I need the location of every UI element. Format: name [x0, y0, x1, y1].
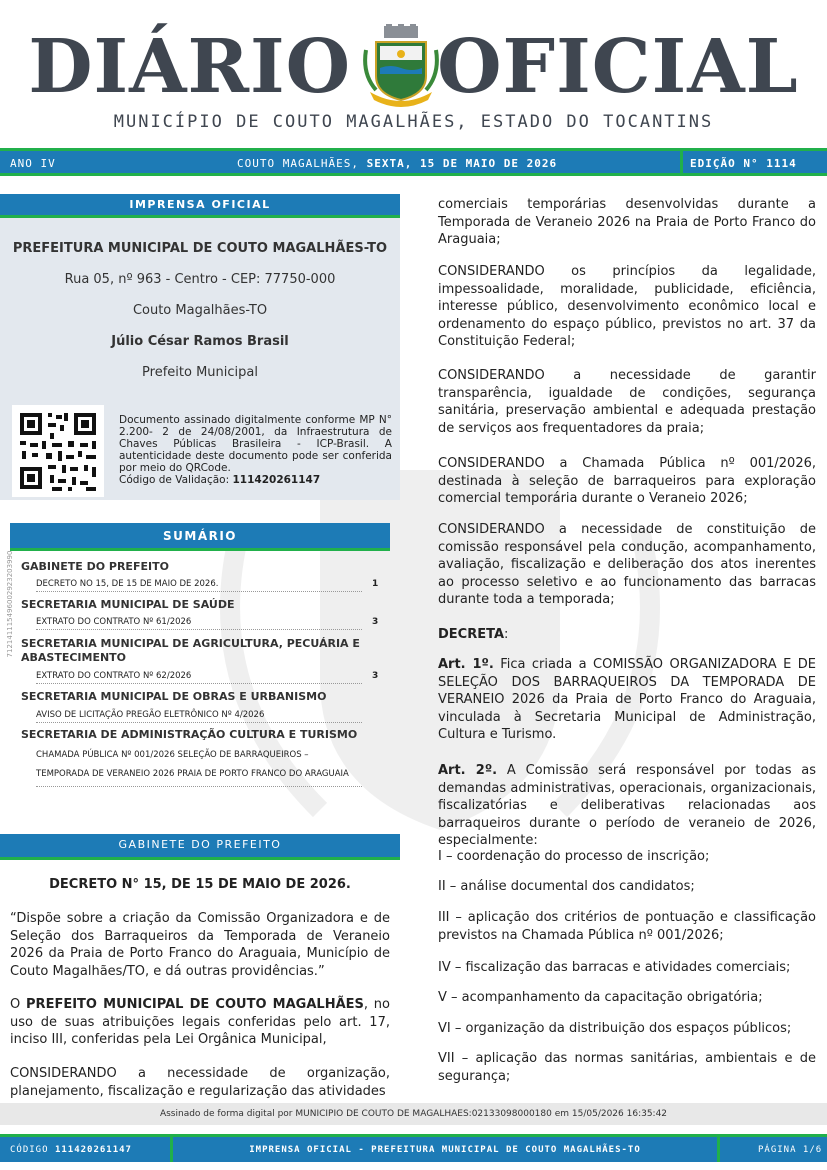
article-1: Art. 1º. Fica criada a COMISSÃO ORGANIZADORA E DE SELEÇÃO DOS BARRAQUEIROS DA TEMPORADA DE VERANEIO 2026 da Praia de Porto Franco do Araguaia, vinculada à Secretaria Municipal de Administração, Cultura e Turismo. — [438, 657, 817, 742]
sumario-page: 3 — [372, 617, 379, 627]
sumario-section-obras[interactable]: SECRETARIA MUNICIPAL DE OBRAS E URBANISMO — [21, 690, 327, 703]
article-2-item: V – acompanhamento da capacitação obrigatória; — [438, 990, 763, 1005]
org-address: Rua 05, nº 963 - Centro - CEP: 77750-000 — [64, 272, 336, 287]
sumario-section-administracao[interactable]: SECRETARIA DE ADMINISTRAÇÃO CULTURA E TURISMO — [21, 728, 358, 741]
considerando-2: CONSIDERANDO os princípios da legalidade, impessoalidade, moralidade, publicidade, eficiência, interesse público, desenvolvimento econômico local e ordenamento do espaço público, previstos no art. 37 da Constituição Federal; — [438, 264, 816, 349]
signature-note: Documento assinado digitalmente conforme MP N° 2.200- 2 de 24/08/2001, da Infraestrutura de Chaves Públicas Brasileira - ICP-Brasil. A autenticidade deste documento pode ser conferida por meio do QRCode. Código de Validação: 111420261147 — [119, 414, 392, 486]
considerando-1-cont: comerciais temporárias desenvolvidas durante a Temporada de Veraneio 2026 na Praia de Porto Franco do Araguaia; — [438, 197, 816, 247]
edition-divider — [680, 151, 683, 173]
footer-page: PÁGINA 1/6 — [758, 1145, 823, 1155]
digital-signature-line: Assinado de forma digital por MUNICIPIO DE COUTO DE MAGALHAES:02133098000180 em 15/05/2026 16:35:42 — [0, 1103, 827, 1125]
decreta-label: DECRETA: — [438, 627, 509, 642]
sumario-section-gabinete[interactable]: GABINETE DO PREFEITO — [21, 560, 169, 573]
considerando-3: CONSIDERANDO a necessidade de garantir transparência, igualdade de condições, segurança sanitária, preservação ambiental e adequada prestação de serviços aos frequentadores da praia; — [438, 368, 816, 436]
edition-number: EDIÇÃO N° 1114 — [690, 157, 797, 170]
footer-bar — [0, 1134, 827, 1162]
edition-bar — [0, 148, 827, 176]
decree-preamble: O PREFEITO MUNICIPAL DE COUTO MAGALHÃES, no uso de suas atribuições legais conferidas pelo art. 17, inciso III, conferidas pela Lei Orgânica Municipal, — [10, 997, 390, 1047]
gabinete-header: GABINETE DO PREFEITO — [0, 834, 400, 860]
decree-ementa: “Dispõe sobre a criação da Comissão Organizadora e de Seleção dos Barraqueiros da Temporada de Veraneio 2026 da Praia de Porto Franco do Araguaia, Município de Couto Magalhães/TO, e dá outras providências.” — [10, 911, 390, 979]
sumario-page: 3 — [372, 671, 379, 681]
article-2-item: VII – aplicação das normas sanitárias, ambientais e de segurança; — [438, 1051, 816, 1084]
considerando-1: CONSIDERANDO a necessidade de organização, planejamento, fiscalização e regularização das atividades — [10, 1066, 390, 1099]
org-name: PREFEITURA MUNICIPAL DE COUTO MAGALHÃES-TO — [12, 241, 388, 256]
footer-title: IMPRENSA OFICIAL - PREFEITURA MUNICIPAL DE COUTO MAGALHÃES-TO — [249, 1145, 641, 1155]
sumario-item[interactable]: EXTRATO DO CONTRATO Nº 62/2026 — [36, 671, 362, 684]
sumario-section-agricultura[interactable]: SECRETARIA MUNICIPAL DE AGRICULTURA, PECUÁRIA E ABASTECIMENTO — [21, 637, 360, 664]
sumario-page: 1 — [372, 579, 379, 589]
article-2-item: I – coordenação do processo de inscrição; — [438, 849, 710, 864]
article-2: Art. 2º. A Comissão será responsável por todas as demandas administrativas, operacionais, organizacionais, fiscalizatórias e deliberativas relacionadas aos barraqueiros durante o período de veraneio de 2026, especialmente: — [438, 763, 816, 848]
considerando-5: CONSIDERANDO a necessidade de constituição de comissão responsável pela condução, acompanhamento, avaliação, fiscalização e deliberação dos atos inerentes ao processo seletivo e ao funcionamento das barracas durante toda a temporada; — [438, 522, 816, 607]
article-2-item: VI – organização da distribuição dos espaços públicos; — [438, 1021, 792, 1036]
side-code: 712141115496002923203990 — [6, 550, 14, 658]
masthead — [0, 0, 827, 148]
edition-date: COUTO MAGALHÃES, SEXTA, 15 DE MAIO DE 2026 — [237, 157, 558, 170]
title-right: OFICIAL — [437, 24, 799, 110]
edition-year: ANO IV — [10, 157, 56, 170]
validation-code: 111420261147 — [232, 474, 321, 486]
article-2-item: IV – fiscalização das barracas e atividades comerciais; — [438, 960, 791, 975]
municipal-crest-icon — [362, 24, 440, 108]
sumario-item[interactable]: DECRETO NO 15, DE 15 DE MAIO DE 2026. — [36, 579, 362, 592]
title-left: DIÁRIO — [28, 24, 352, 110]
considerando-4: CONSIDERANDO a Chamada Pública nº 001/2026, destinada à seleção de barraqueiros para exploração comercial temporária durante o Veraneio 2026; — [438, 456, 816, 506]
footer-divider — [717, 1137, 720, 1162]
mayor-name: Júlio César Ramos Brasil — [111, 334, 289, 349]
qr-code-icon[interactable] — [12, 405, 104, 497]
sumario-item[interactable]: EXTRATO DO CONTRATO Nº 61/2026 — [36, 617, 362, 630]
org-city: Couto Magalhães-TO — [132, 303, 268, 318]
footer-code: CÓDIGO 111420261147 — [10, 1145, 132, 1155]
decree-title: DECRETO N° 15, DE 15 DE MAIO DE 2026. — [49, 877, 351, 892]
masthead-subtitle: MUNICÍPIO DE COUTO MAGALHÃES, ESTADO DO TOCANTINS — [113, 112, 714, 132]
article-2-item: III – aplicação dos critérios de pontuação e classificação previstos na Chamada Pública nº 001/2026; — [438, 910, 816, 943]
article-2-item: II – análise documental dos candidatos; — [438, 879, 695, 894]
mayor-role: Prefeito Municipal — [142, 365, 258, 380]
sumario-section-saude[interactable]: SECRETARIA MUNICIPAL DE SAÚDE — [21, 598, 235, 611]
imprensa-header: IMPRENSA OFICIAL — [0, 194, 400, 218]
sumario-item[interactable]: AVISO DE LICITAÇÃO PREGÃO ELETRÔNICO Nº 4/2026 — [36, 710, 362, 723]
sumario-header: SUMÁRIO — [10, 523, 390, 551]
sumario-item[interactable]: CHAMADA PÚBLICA Nº 001/2026 SELEÇÃO DE BARRAQUEIROS – TEMPORADA DE VERANEIO 2026 PRAIA DE PORTO FRANCO DO ARAGUAIA — [36, 746, 362, 787]
